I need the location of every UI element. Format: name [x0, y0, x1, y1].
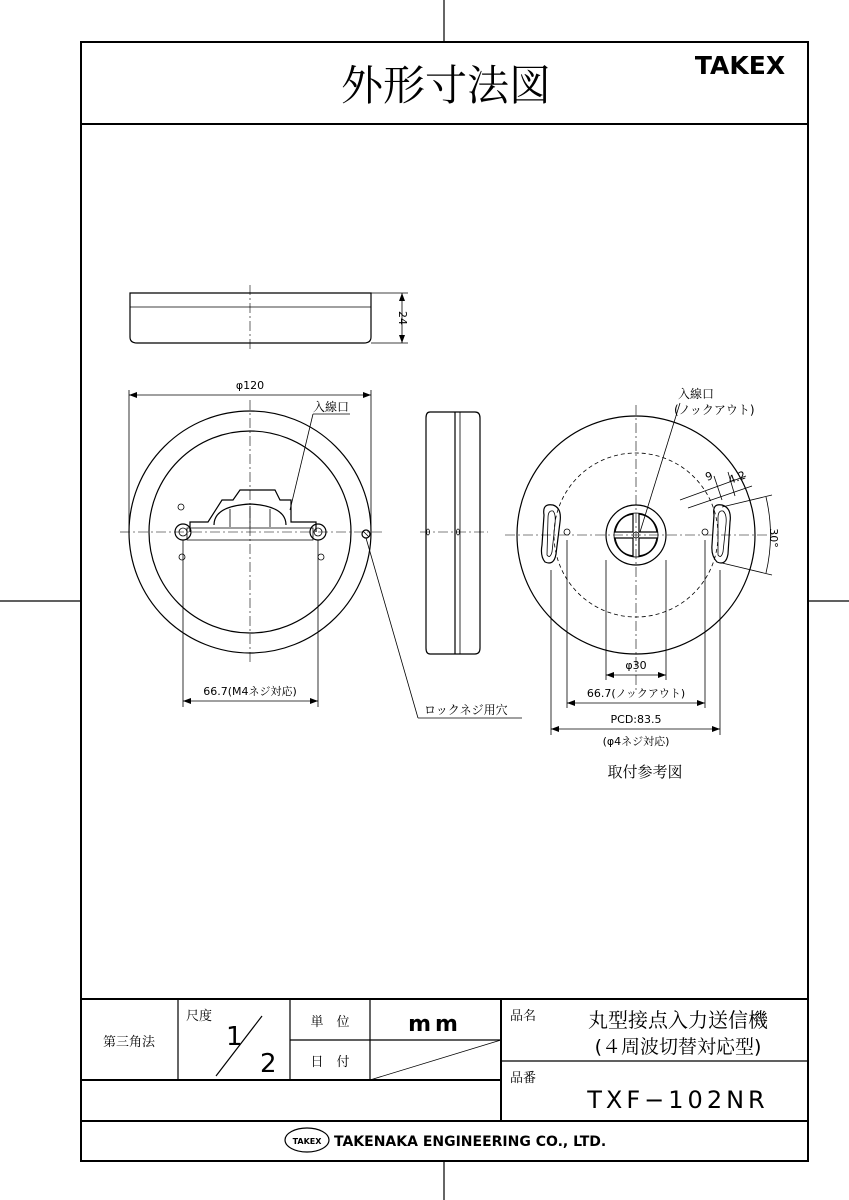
product-name-label: 品名	[510, 1009, 537, 1024]
label-lock-screw-hole: ロックネジ用穴	[424, 703, 508, 717]
date-label: 日 付	[310, 1055, 350, 1070]
sheet-border	[81, 42, 808, 1161]
page-title: 外形寸法図	[340, 61, 552, 110]
product-name-line2: (４周波切替対応型)	[594, 1036, 762, 1058]
company-name: TAKENAKA ENGINEERING CO., LTD.	[334, 1134, 607, 1150]
dim-screw-pitch: 66.7(M4ネジ対応)	[203, 685, 297, 698]
dim-4-2: 4.2	[726, 468, 748, 487]
projection-method: 第三角法	[102, 1035, 156, 1050]
label-wire-inlet-knockout: 入線口	[678, 387, 715, 401]
brand-logo: TAKEX	[694, 51, 786, 80]
unit-label: 単 位	[310, 1015, 350, 1030]
label-wire-inlet: 入線口	[313, 400, 350, 414]
dim-9: 9	[703, 469, 715, 484]
side-view	[130, 285, 409, 350]
dim-knockout-pitch: 66.7(ノックアウト)	[586, 687, 686, 700]
dim-diameter: φ120	[235, 379, 265, 392]
label-knockout-note: (ノックアウト)	[674, 403, 755, 417]
dim-phi30: φ30	[625, 659, 647, 672]
mount-ref-caption: 取付参考図	[607, 763, 683, 781]
title-block	[81, 999, 808, 1152]
dim-pcd: PCD:83.5	[610, 713, 662, 726]
scale-label: 尺度	[186, 1009, 213, 1024]
bottom-view	[120, 379, 522, 718]
product-number: TXF−102NR	[587, 1086, 769, 1114]
mounting-view	[505, 387, 780, 781]
product-name-line1: 丸型接点入力送信機	[588, 1008, 768, 1032]
edge-view	[420, 412, 488, 654]
company-logo-text: TAKEX	[292, 1137, 322, 1146]
dim-30deg: 30°	[767, 528, 780, 548]
unit-value: mm	[408, 1012, 462, 1037]
product-no-label: 品番	[510, 1071, 537, 1086]
scale-denominator: 2	[260, 1049, 277, 1079]
dim-pcd-note: (φ4ネジ対応)	[602, 735, 670, 748]
scale-numerator: 1	[226, 1022, 243, 1052]
dim-height: 24	[396, 311, 409, 325]
